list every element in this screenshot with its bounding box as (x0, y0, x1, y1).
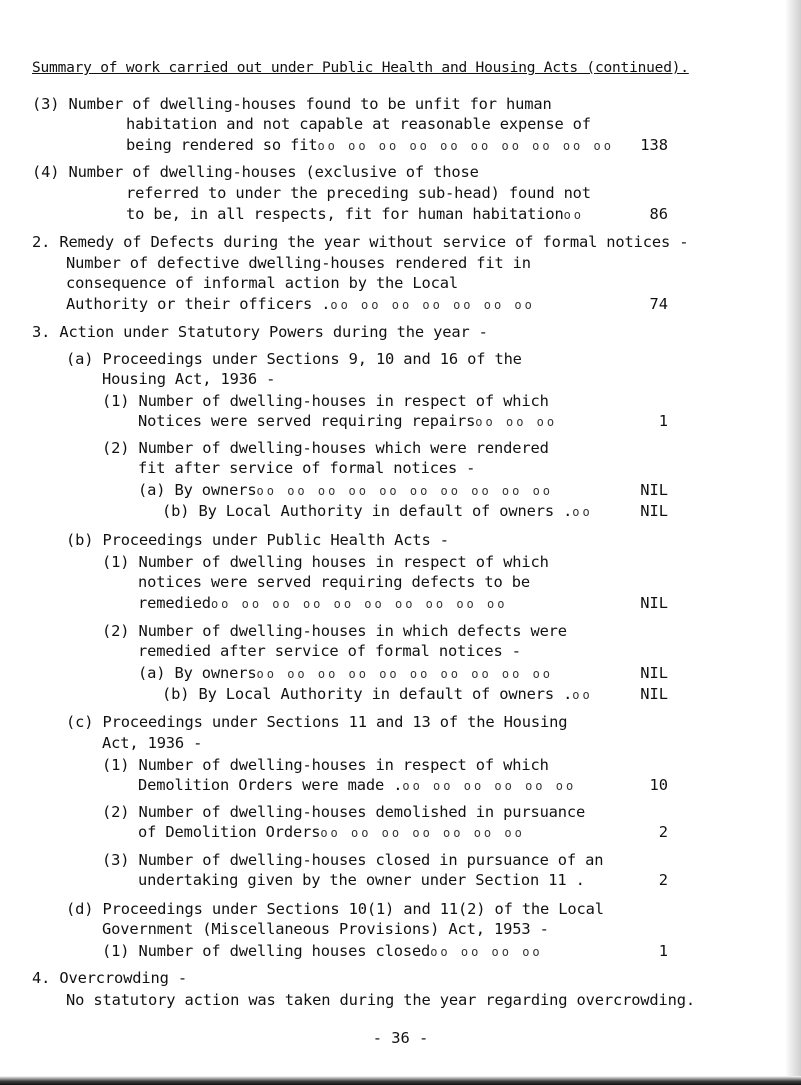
line-c6 (138, 822, 525, 843)
line-value: 1 (658, 412, 668, 430)
dot-leader: oo oo oo oo oo oo oo oo oo oo (210, 597, 508, 611)
line-a5 (102, 438, 549, 458)
line-text: No statutory action was taken during the year regarding overcrowding. (66, 991, 696, 1009)
line-text: 4. Overcrowding - (32, 969, 187, 987)
line-text: (b) By Local Authority in default of owners . (162, 685, 573, 703)
line-text: (3) Number of dwelling-houses found to be unfit for human (32, 95, 552, 113)
line-a1 (66, 349, 522, 369)
line-l4c (126, 204, 584, 225)
line-text: consequence of informal action by the Local (66, 274, 458, 292)
line-s2c (66, 273, 458, 293)
line-s4b (66, 990, 695, 1010)
line-s2d (66, 294, 535, 315)
line-a2 (102, 369, 275, 389)
line-value: 10 (649, 776, 668, 794)
line-s2a (32, 232, 688, 252)
line-text: (d) Proceedings under Sections 10(1) and 11(2) of the Local (66, 900, 604, 918)
line-value: 74 (649, 295, 668, 313)
line-value: 1 (658, 942, 668, 960)
line-text: (a) By owners (138, 481, 257, 499)
page-edge-bottom (0, 1076, 801, 1085)
line-c2 (102, 733, 202, 753)
line-a7 (138, 480, 553, 501)
dot-leader: oo oo oo oo oo oo oo oo oo oo (256, 667, 554, 681)
line-b5 (102, 621, 567, 641)
line-text: habitation and not capable at reasonable expense of (126, 115, 591, 133)
line-text: (1) Number of dwelling-houses in respect of which (102, 756, 549, 774)
line-value: NIL (640, 502, 668, 520)
line-value: NIL (640, 685, 668, 703)
line-l4a (32, 162, 479, 182)
dot-leader: oo (572, 505, 593, 519)
line-b4 (138, 593, 507, 614)
line-text: (c) Proceedings under Sections 11 and 13 of the Housing (66, 713, 568, 731)
line-text: undertaking given by the owner under Section 11 . (138, 871, 585, 889)
page-edge-shadow (785, 0, 801, 1085)
line-text: to be, in all respects, fit for human habitation (126, 205, 564, 223)
line-text: (1) Number of dwelling-houses in respect of which (102, 392, 549, 410)
line-text: referred to under the preceding sub-head) found not (126, 184, 591, 202)
line-a8 (162, 501, 593, 522)
line-value: NIL (640, 594, 668, 612)
line-text: Number of defective dwelling-houses rendered fit in (66, 254, 531, 272)
line-text: fit after service of formal notices - (138, 459, 476, 477)
line-a3 (102, 391, 549, 411)
line-value: 138 (640, 136, 668, 154)
dot-leader: oo oo oo oo oo oo oo (320, 826, 525, 840)
dot-leader: oo oo oo oo oo oo oo (330, 298, 535, 312)
line-c5 (102, 802, 585, 822)
dot-leader: oo oo oo (475, 415, 558, 429)
line-text: Notices were served requiring repairs (138, 412, 476, 430)
line-text: (a) Proceedings under Sections 9, 10 and 16 of the (66, 350, 522, 368)
line-c3 (102, 755, 549, 775)
line-d3 (102, 941, 543, 962)
line-value: 2 (658, 871, 668, 889)
line-text: (3) Number of dwelling-houses closed in pursuance of an (102, 851, 604, 869)
line-l4b (126, 183, 591, 203)
line-text: (1) Number of dwelling houses in respect of which (102, 553, 549, 571)
line-text: being rendered so fit (126, 136, 318, 154)
line-text: remedied after service of formal notices - (138, 642, 521, 660)
line-text: Demolition Orders were made . (138, 776, 403, 794)
line-text: (a) By owners (138, 664, 257, 682)
line-text: Authority or their officers . (66, 295, 331, 313)
line-b2 (102, 552, 549, 572)
page-header: Summary of work carried out under Public Health and Housing Acts (continued). (32, 60, 689, 76)
line-b7 (138, 663, 553, 684)
line-d2 (102, 919, 549, 939)
page-number: - 36 - (372, 1029, 429, 1047)
line-text: of Demolition Orders (138, 823, 321, 841)
line-b6 (138, 641, 521, 661)
line-c1 (66, 712, 567, 732)
line-l3b (126, 114, 591, 134)
dot-leader: oo oo oo oo oo oo (402, 779, 577, 793)
line-s3 (32, 322, 488, 342)
line-text: Housing Act, 1936 - (102, 370, 276, 388)
line-text: (b) By Local Authority in default of owners . (162, 502, 573, 520)
line-text: 3. Action under Statutory Powers during the year - (32, 323, 488, 341)
line-b1 (66, 530, 449, 550)
line-text: Government (Miscellaneous Provisions) Act, 1953 - (102, 920, 549, 938)
line-c7 (102, 850, 603, 870)
line-a6 (138, 458, 475, 478)
dot-leader: oo (563, 208, 585, 222)
line-l3c (126, 135, 614, 156)
line-d1 (66, 899, 604, 919)
line-text: notices were served requiring defects to be (138, 573, 530, 591)
line-text: (4) Number of dwelling-houses (exclusive of those (32, 163, 479, 181)
line-text: (b) Proceedings under Public Health Acts - (66, 531, 449, 549)
line-text: (2) Number of dwelling-houses which were rendered (102, 439, 549, 457)
line-text: remedied (138, 594, 211, 612)
line-c4 (138, 775, 576, 796)
line-a4 (138, 411, 557, 432)
line-s4 (32, 968, 187, 988)
line-text: 2. Remedy of Defects during the year without service of formal notices - (32, 233, 689, 251)
line-text: (1) Number of dwelling houses closed (102, 942, 431, 960)
line-c8 (138, 870, 585, 890)
line-b3 (138, 572, 530, 592)
line-text: Act, 1936 - (102, 734, 203, 752)
line-text: (2) Number of dwelling-houses demolished in pursuance (102, 803, 586, 821)
line-value: NIL (640, 664, 668, 682)
line-b8 (162, 684, 593, 705)
line-text: (2) Number of dwelling-houses in which defects were (102, 622, 567, 640)
dot-leader: oo oo oo oo oo oo oo oo oo oo (256, 484, 554, 498)
dot-leader: oo oo oo oo (430, 945, 543, 959)
dot-leader: oo oo oo oo oo oo oo oo oo oo (317, 139, 614, 153)
line-s2b (66, 253, 531, 273)
line-value: NIL (640, 481, 668, 499)
line-value: 86 (649, 205, 668, 223)
dot-leader: oo (572, 688, 593, 702)
line-value: 2 (658, 823, 668, 841)
line-l3a (32, 94, 552, 114)
